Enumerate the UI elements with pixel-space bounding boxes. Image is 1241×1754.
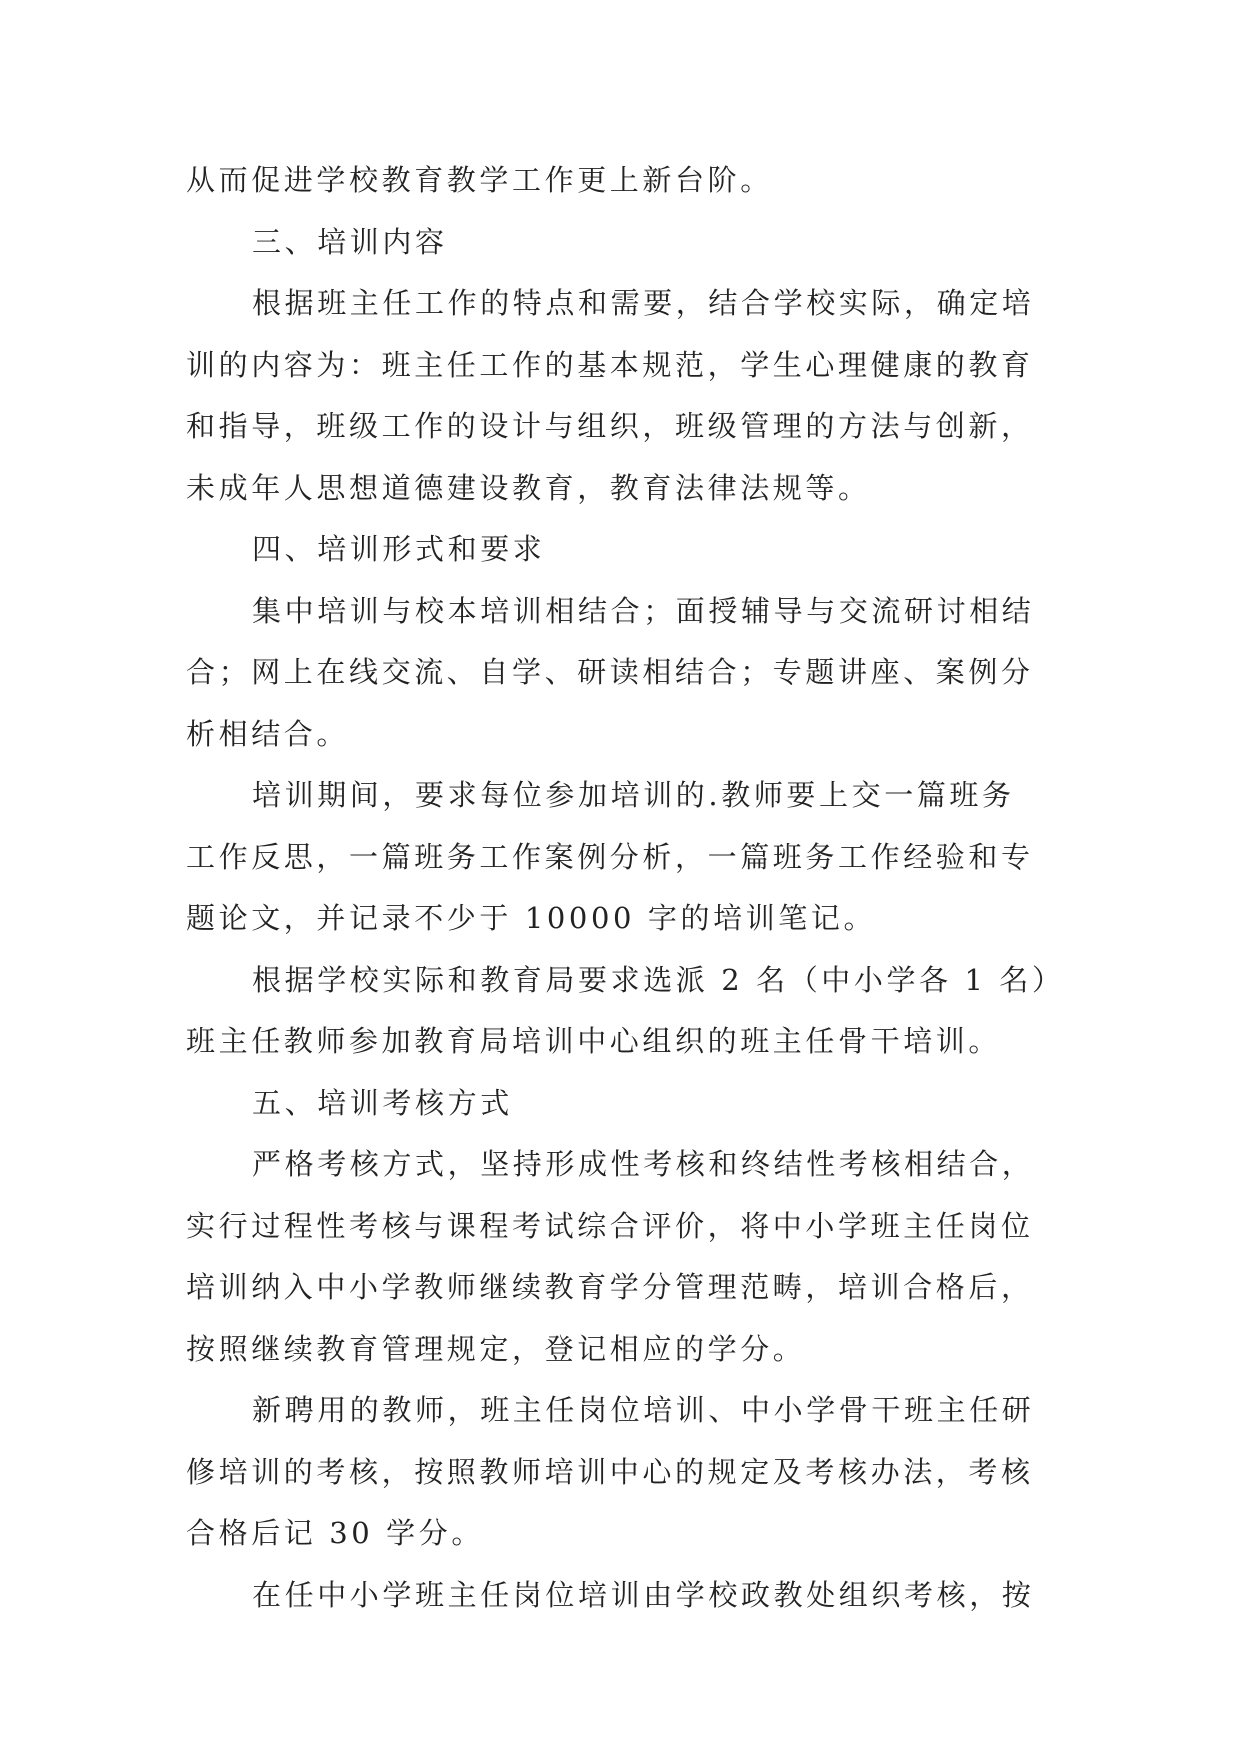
text-line: 严格考核方式，坚持形成性考核和终结性考核相结合， xyxy=(252,1147,1035,1181)
text-line: 未成年人思想道德建设教育，教育法律法规等。 xyxy=(186,470,871,505)
text-line: 集中培训与校本培训相结合；面授辅导与交流研讨相结 xyxy=(252,593,1035,628)
text-line: 在任中小学班主任岗位培训由学校政教处组织考核，按 xyxy=(252,1577,1035,1612)
text-line: 新聘用的教师，班主任岗位培训、中小学骨干班主任研 xyxy=(252,1393,1035,1427)
text-line: 按照继续教育管理规定，登记相应的学分。 xyxy=(186,1331,806,1366)
text-line: 训的内容为：班主任工作的基本规范，学生心理健康的教育 xyxy=(186,347,1034,382)
text-line: 培训期间，要求每位参加培训的.教师要上交一篇班务 xyxy=(252,778,1015,812)
section-heading: 四、培训形式和要求 xyxy=(252,532,546,566)
text-line: 合格后记 30 学分。 xyxy=(186,1516,484,1550)
text-line: 题论文，并记录不少于 10000 字的培训笔记。 xyxy=(186,901,877,935)
text-line: 根据班主任工作的特点和需要，结合学校实际，确定培 xyxy=(252,286,1035,320)
text-line: 培训纳入中小学教师继续教育学分管理范畴，培训合格后， xyxy=(186,1270,1034,1304)
document-body xyxy=(186,150,1065,1626)
text-line: 从而促进学校教育教学工作更上新台阶。 xyxy=(186,163,773,197)
section-heading: 五、培训考核方式 xyxy=(252,1085,513,1120)
text-line: 合；网上在线交流、自学、研读相结合；专题讲座、案例分 xyxy=(186,655,1034,689)
text-line: 实行过程性考核与课程考试综合评价，将中小学班主任岗位 xyxy=(186,1208,1034,1243)
text-line: 析相结合。 xyxy=(186,716,350,751)
text-line: 根据学校实际和教育局要求选派 2 名（中小学各 1 名） xyxy=(252,962,1065,997)
text-line: 班主任教师参加教育局培训中心组织的班主任骨干培训。 xyxy=(186,1024,1002,1058)
text-line: 修培训的考核，按照教师培训中心的规定及考核办法，考核 xyxy=(186,1454,1034,1489)
text-line: 工作反思，一篇班务工作案例分析，一篇班务工作经验和专 xyxy=(186,839,1034,874)
text-line: 和指导，班级工作的设计与组织，班级管理的方法与创新， xyxy=(186,409,1034,443)
section-heading: 三、培训内容 xyxy=(252,224,448,259)
